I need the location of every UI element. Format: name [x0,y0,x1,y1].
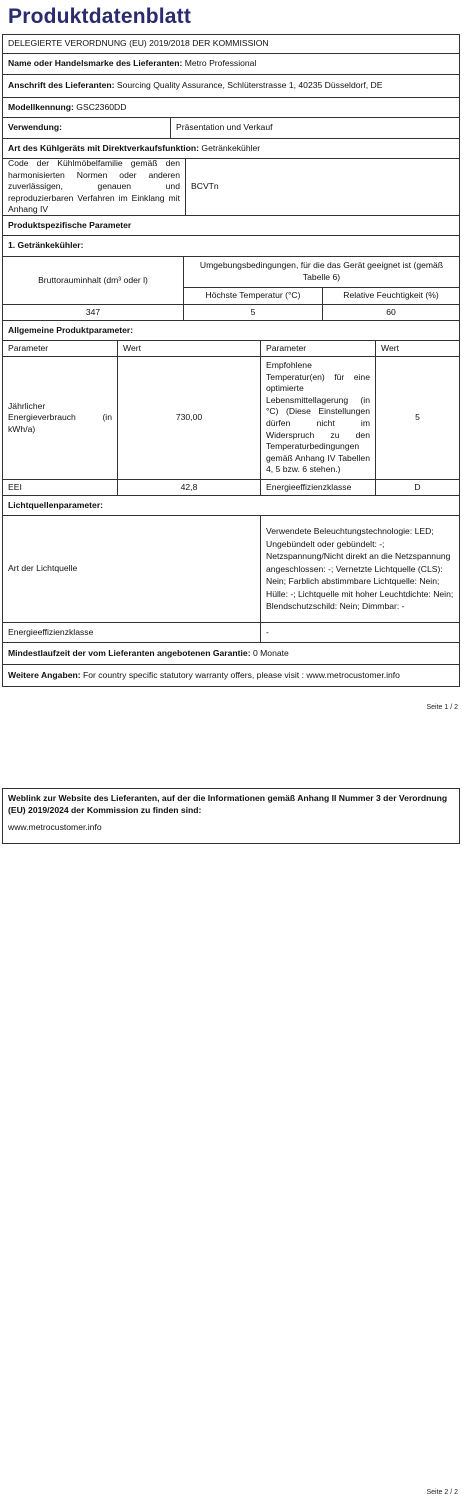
gross-volume-label: Bruttorauminhalt (dm³ oder l) [38,274,148,285]
energy-consumption-label: Jährlicher Energieverbrauch (in kWh/a) [8,400,112,434]
model-value: GSC2360DD [76,101,127,112]
device-type-label: Art des Kühlgeräts mit Direktverkaufsfunktion: [8,142,200,153]
warranty-label: Mindestlaufzeit der vom Lieferanten angebotenen Garantie: [8,647,251,658]
device-type-row [3,139,459,158]
max-temp-value: 5 [183,305,322,320]
weblink-value: www.metrocustomer.info [8,822,102,833]
eei-label: EEI [8,481,22,492]
supplier-address-value: Sourcing Quality Assurance, Schlüterstrasse 1, 40235 Düsseldorf, DE [116,80,383,91]
energy-class-label: Energieeffizienzklasse [260,480,375,495]
further-info-row [3,665,459,686]
humidity-label: Relative Feuchtigkeit (%) [322,288,459,304]
supplier-name-value: Metro Professional [184,58,257,69]
warranty-row [3,643,459,664]
family-code-label: Code der Kühlmöbelfamilie gemäß den harmonisierten Normen oder anderen zuverlässigen, genauen und reproduzierbaren Verfahren im Einklang mit Anhang IV [8,158,180,215]
further-info-value: For country specific statutory warranty offers, please visit : www.metrocustomer.info [82,669,400,680]
energy-consumption-value: 730,00 [117,357,260,479]
general-params-heading: Allgemeine Produktparameter: [8,324,134,335]
supplier-address-label: Anschrift des Lieferanten: [8,80,115,91]
page-number-2: Seite 2 / 2 [426,1489,458,1496]
max-temp-label: Höchste Temperatur (°C) [205,290,301,301]
supplier-address-row [3,75,459,97]
light-heading: Lichtquellenparameter: [8,499,104,510]
warranty-value: 0 Monate [252,647,289,658]
supplier-name-label: Name oder Handelsmarke des Lieferanten: [8,58,183,69]
ambient-label: Umgebungsbedingungen, für die das Gerät geeignet ist (gemäß Tabelle 6) [199,260,444,282]
supplier-name-row [3,54,459,74]
device-type-value: Getränkekühler [201,142,261,153]
weblink-block [3,789,459,843]
drinks-cooler-heading: 1. Getränkekühler: [8,240,84,251]
weblink-label: Weblink zur Website des Lieferanten, auf der die Informationen gemäß Anhang II Nummer 3 der Verordnung (EU) 2019/2024 der Kommission zu finden sind: [8,793,448,815]
weblink-table [2,788,460,844]
eei-value: 42,8 [117,480,260,495]
regulation-text: DELEGIERTE VERORDNUNG (EU) 2019/2018 DER KOMMISSION [8,38,269,49]
humidity-value: 60 [322,305,459,320]
family-code-value: BCVTn [185,159,459,215]
light-type-label: Art der Lichtquelle [8,563,78,574]
col-param-2: Parameter [260,341,375,356]
energy-class-value: D [375,480,459,495]
page-title: Produktdatenblatt [8,5,192,28]
gross-volume-value: 347 [85,306,101,317]
recommended-temp-label: Empfohlene Temperatur(en) für eine optimierte Lebensmittellagerung (in °C) (Diese Einstellungen dürfen nicht im Widerspruch zu den Temperaturbedingungen gemäß Anhang IV Tabellen 4, 5 bzw. 6 stehen.) [260,357,375,479]
light-type-value: Verwendete Beleuchtungstechnologie: LED; Ungebündelt oder gebündelt: -; Netzspannung/Nicht direkt an die Netzspannung angeschlossen: -; Vernetzte Lichtquelle (CLS): Nein; Farblich abstimmbare Lichtquelle: Nein; Hülle: -; Lichtquelle mit hoher Leuchtdichte: Nein; Blendschutzschild: Nein; Dimmbar: - [260,516,459,622]
light-class-value: - [260,623,459,642]
usage-label: Verwendung: [8,122,62,133]
product-datasheet-table [2,34,460,687]
recommended-temp-value: 5 [375,357,459,479]
page-number-1: Seite 1 / 2 [426,704,458,711]
ambient-conditions-block [183,257,459,304]
col-param-1: Parameter [8,342,49,353]
further-info-label: Weitere Angaben: [8,669,81,680]
product-params-heading: Produktspezifische Parameter [8,219,132,230]
col-value-1: Wert [117,341,260,356]
model-label: Modellkennung: [8,101,74,112]
model-row [3,98,459,117]
usage-value: Präsentation und Verkauf [170,118,459,138]
light-class-label: Energieeffizienzklasse [8,626,94,637]
col-value-2: Wert [375,341,459,356]
